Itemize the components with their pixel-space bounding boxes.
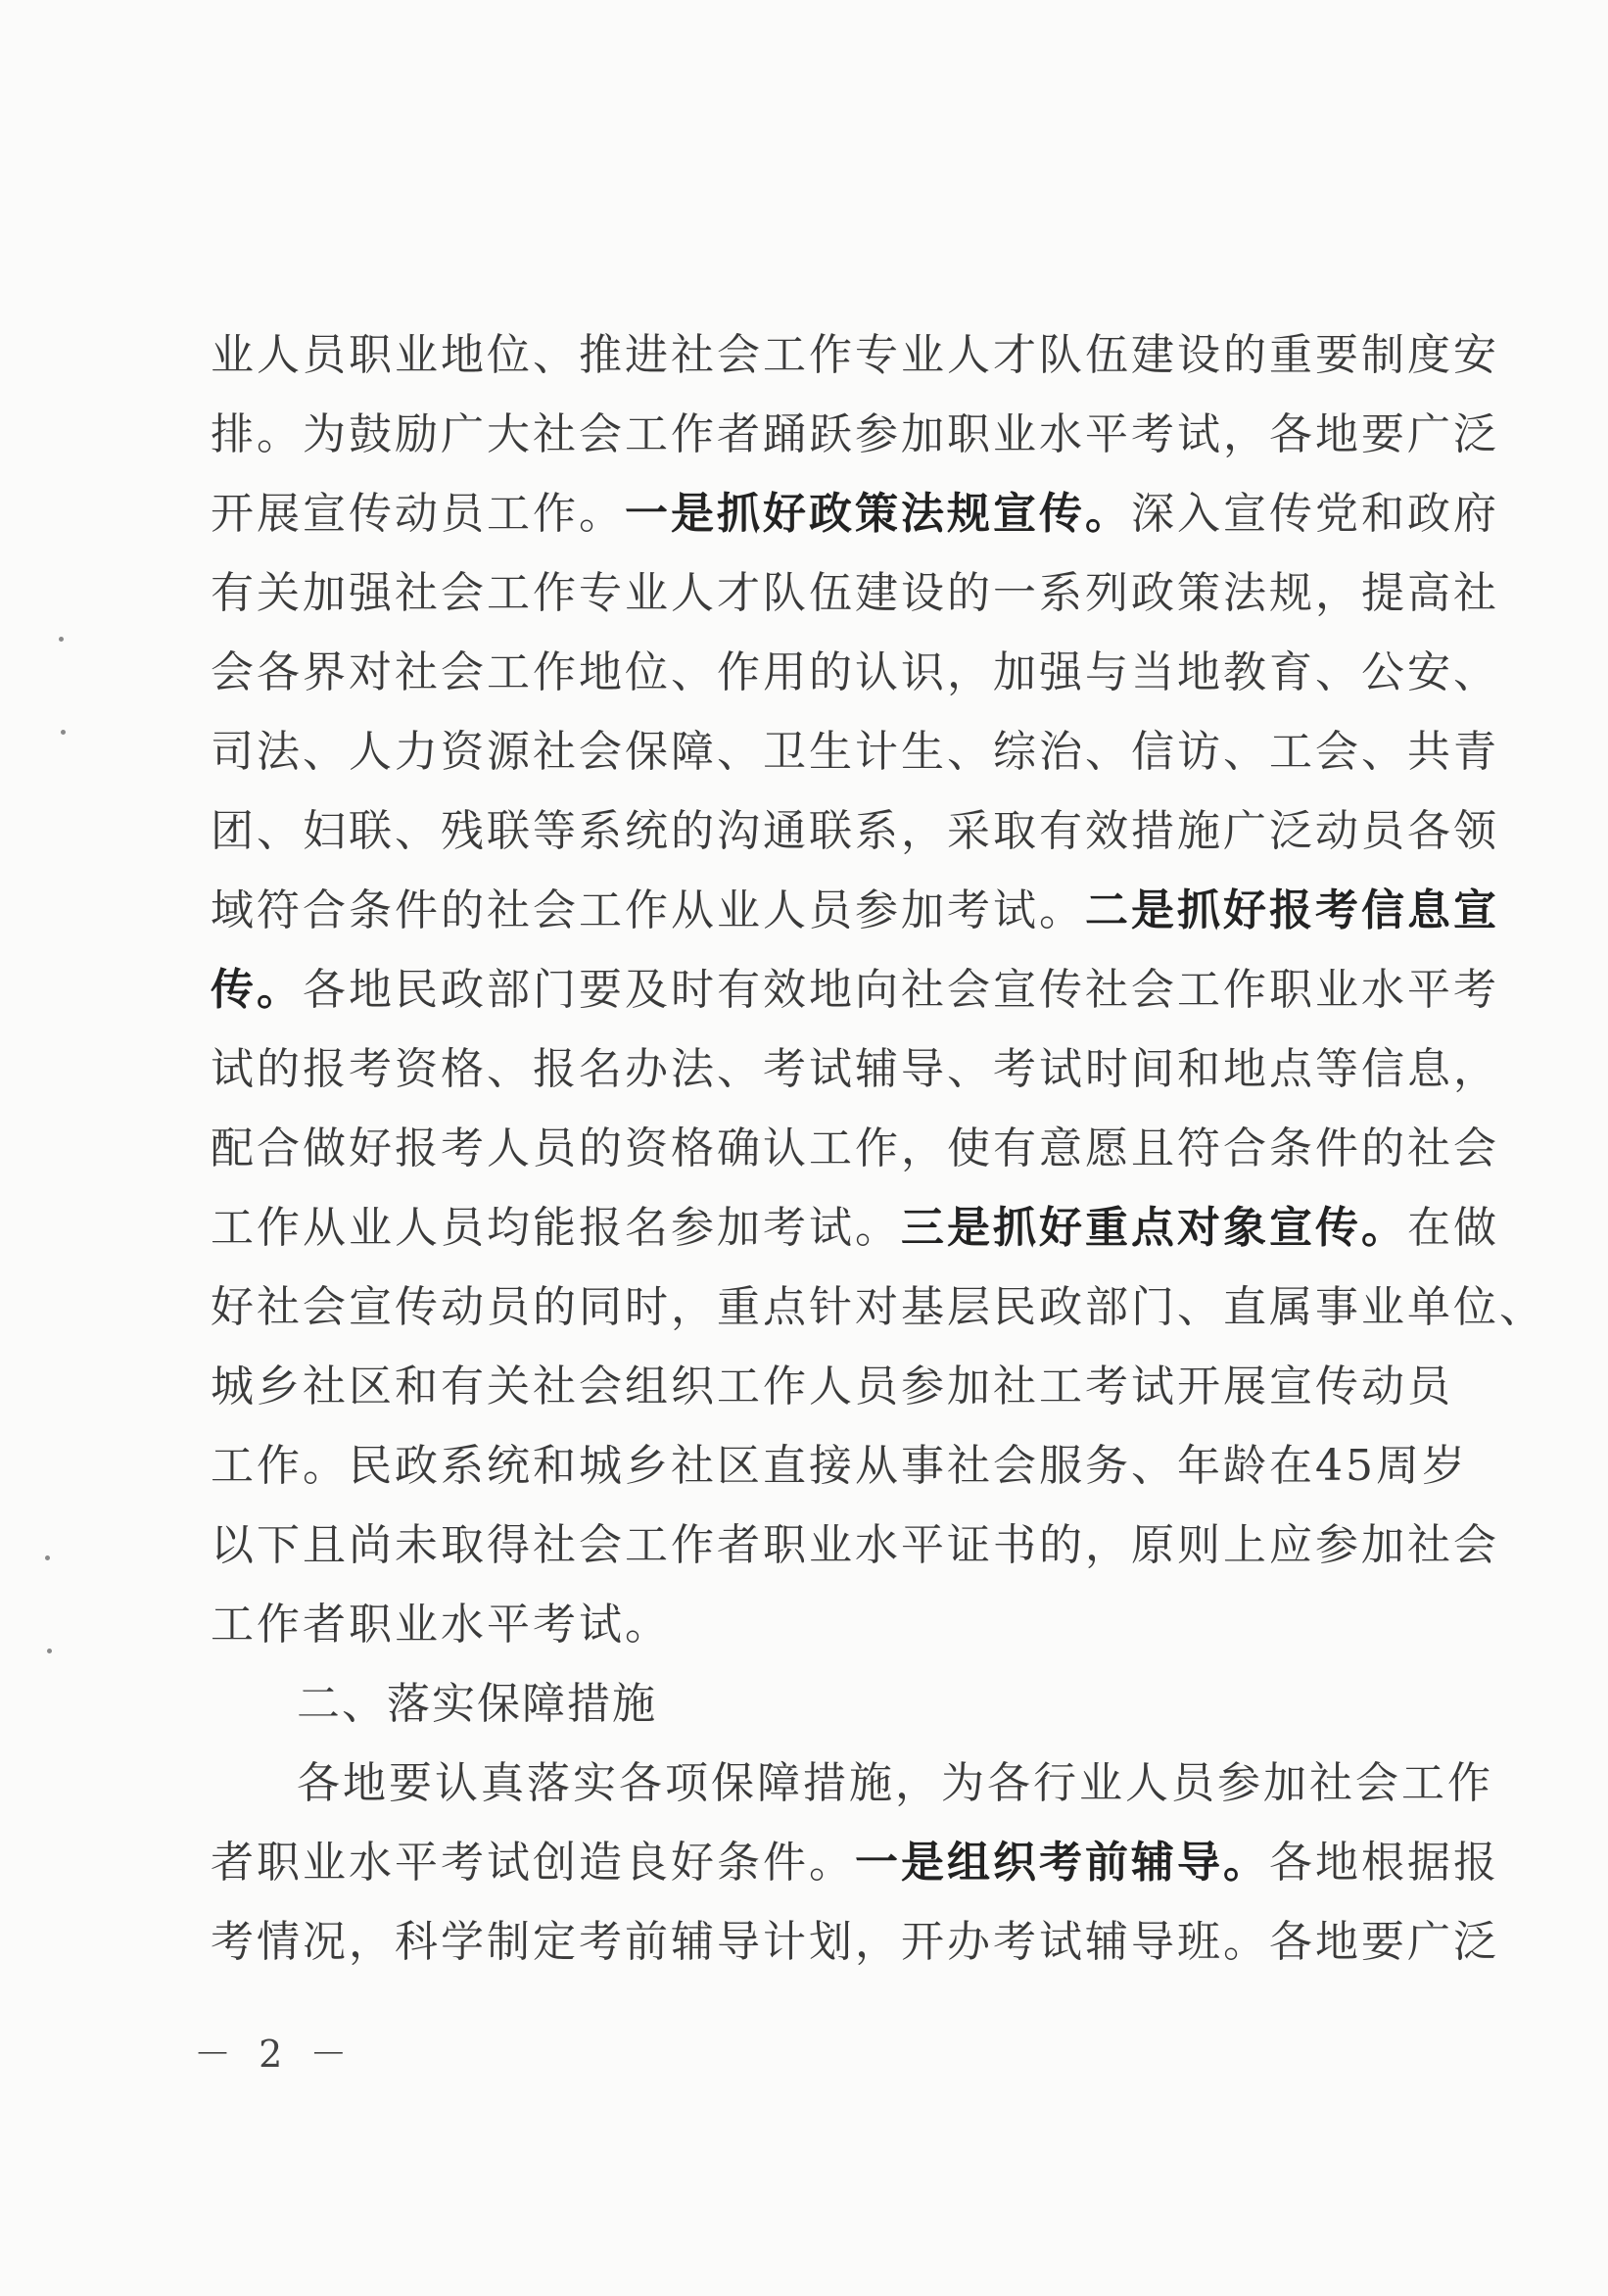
text-run: 各地根据报 bbox=[1269, 1838, 1499, 1888]
bold-point-one: 一是组织考前辅导。 bbox=[855, 1838, 1269, 1888]
text-run: 工作从业人员均能报名参加考试。 bbox=[211, 1203, 901, 1253]
text-line: 司法、人力资源社会保障、卫生计生、综治、信访、工会、共青 bbox=[211, 727, 1499, 777]
scan-speck bbox=[61, 730, 66, 735]
text-line: 有关加强社会工作专业人才队伍建设的一系列政策法规，提高社 bbox=[211, 568, 1499, 618]
bold-point-one: 一是抓好政策法规宣传。 bbox=[625, 489, 1131, 539]
text-run: 深入宣传党和政府 bbox=[1131, 489, 1499, 539]
bold-point-two: 二是抓好报考信息宣 bbox=[1085, 885, 1499, 935]
paragraph-publicity bbox=[211, 315, 1545, 1664]
text-line: 会各界对社会工作地位、作用的认识，加强与当地教育、公安、 bbox=[211, 647, 1499, 697]
text-line bbox=[211, 1823, 1499, 1902]
text-line: 以下且尚未取得社会工作者职业水平证书的，原则上应参加社会 bbox=[211, 1520, 1499, 1570]
text-run: 开展宣传动员工作。 bbox=[211, 489, 625, 539]
text-line bbox=[211, 871, 1499, 950]
bold-point-three: 三是抓好重点对象宣传。 bbox=[901, 1203, 1407, 1253]
text-line: 配合做好报考人员的资格确认工作，使有意愿且符合条件的社会 bbox=[211, 1124, 1499, 1173]
text-line: 试的报考资格、报名办法、考试辅导、考试时间和地点等信息， bbox=[211, 1044, 1499, 1094]
text-line: 城乡社区和有关社会组织工作人员参加社工考试开展宣传动员 bbox=[211, 1362, 1453, 1411]
text-line bbox=[211, 474, 1499, 553]
text-run: 各地民政部门要及时有效地向社会宣传社会工作职业水平考 bbox=[303, 965, 1499, 1015]
scan-speck bbox=[59, 637, 64, 642]
text-line: 团、妇联、残联等系统的沟通联系，采取有效措施广泛动员各领 bbox=[211, 806, 1499, 856]
text-line: 业人员职业地位、推进社会工作专业人才队伍建设的重要制度安 bbox=[211, 330, 1499, 380]
section-heading: 二、落实保障措施 bbox=[297, 1679, 657, 1729]
text-line: 工作者职业水平考试。 bbox=[211, 1600, 671, 1650]
text-line: 考情况，科学制定考前辅导计划，开办考试辅导班。各地要广泛 bbox=[211, 1917, 1499, 1967]
text-run: 在做 bbox=[1407, 1203, 1499, 1253]
text-run: 者职业水平考试创造良好条件。 bbox=[211, 1838, 855, 1888]
bold-point-two-end: 传。 bbox=[211, 965, 303, 1015]
text-line bbox=[211, 950, 1499, 1029]
scan-speck bbox=[47, 1649, 52, 1653]
scan-speck bbox=[45, 1555, 50, 1560]
text-line: 好社会宣传动员的同时，重点针对基层民政部门、直属事业单位、 bbox=[211, 1282, 1545, 1332]
body-text bbox=[211, 315, 1545, 1982]
text-line: 工作。民政系统和城乡社区直接从事社会服务、年龄在45周岁 bbox=[211, 1441, 1468, 1491]
paragraph-safeguards bbox=[211, 1744, 1499, 1982]
text-line bbox=[211, 1188, 1499, 1268]
text-run: 域符合条件的社会工作从业人员参加考试。 bbox=[211, 885, 1085, 935]
text-line: 各地要认真落实各项保障措施，为各行业人员参加社会工作 bbox=[297, 1758, 1493, 1808]
page-number: － 2 － bbox=[194, 2033, 355, 2076]
text-line: 排。为鼓励广大社会工作者踊跃参加职业水平考试，各地要广泛 bbox=[211, 409, 1499, 459]
